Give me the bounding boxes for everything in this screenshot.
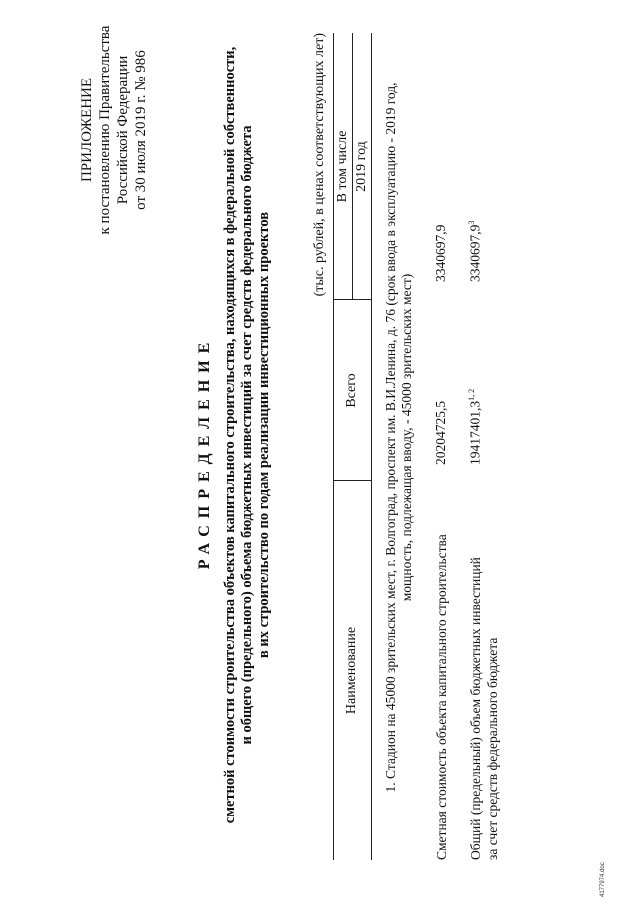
value-text: 3340697,9	[433, 224, 448, 282]
row-value-total	[433, 401, 449, 465]
footnote-ref: 1, 2	[467, 388, 476, 401]
document-title: РАСПРЕДЕЛЕНИЕ	[196, 335, 213, 570]
object-title-line: мощность, подлежащая вводу, - 45000 зрительских мест)	[399, 273, 414, 602]
footnote-ref: 3	[467, 220, 476, 225]
row-value-total	[467, 389, 484, 465]
appendix-federation: Российской Федерации	[115, 55, 131, 205]
subtitle-line: в их строительство по годам реализации инвестиционных проектов	[256, 211, 272, 659]
appendix-header	[78, 15, 150, 245]
appendix-title: ПРИЛОЖЕНИЕ	[79, 77, 95, 183]
appendix-resolution: к постановлению Правительства	[97, 25, 113, 235]
column-header-including: В том числе	[335, 130, 350, 203]
column-header-name: Наименование	[344, 626, 359, 715]
subtitle-line: сметной стоимости строительства объектов капитального строительства, находящихся в федеральной собственности,	[222, 46, 238, 824]
row-label-line: Общий (предельный) объем бюджетных инвестиций	[468, 557, 483, 860]
units-note: (тыс. рублей, в ценах соответствующих лет)	[312, 33, 327, 297]
document-subtitle	[222, 25, 273, 845]
row-label-investment	[467, 557, 501, 860]
object-title	[383, 15, 415, 860]
row-value-2019	[433, 225, 449, 282]
table-header-rule	[371, 33, 372, 860]
table-top-rule	[333, 33, 334, 860]
row-label-estimated-cost: Сметная стоимость объекта капитального строительства	[434, 534, 449, 860]
value-text: 20204725,5	[433, 400, 448, 465]
row-value-2019	[467, 221, 484, 282]
value-text: 3340697,9	[467, 224, 483, 282]
document-id: 4177974.doc	[600, 862, 606, 897]
row-label-line: за счет средств федерального бюджета	[485, 637, 500, 860]
table-subheader-rule	[352, 33, 353, 300]
object-title-line: 1. Стадион на 45000 зрительских мест, г. Волгоград, проспект им. В.И.Ленина, д. 76 (срок ввода в эксплуатацию - 2019 год,	[383, 82, 398, 793]
subtitle-line: и общего (предельного) объема бюджетных инвестиций за счет средств федерального бюджета	[239, 125, 255, 745]
value-text: 19417401,3	[467, 400, 483, 465]
column-header-total: Всего	[344, 373, 359, 408]
table-header	[333, 33, 371, 860]
column-header-year: 2019 год	[354, 141, 369, 192]
appendix-date-number: от 30 июля 2019 г. № 986	[133, 50, 149, 210]
